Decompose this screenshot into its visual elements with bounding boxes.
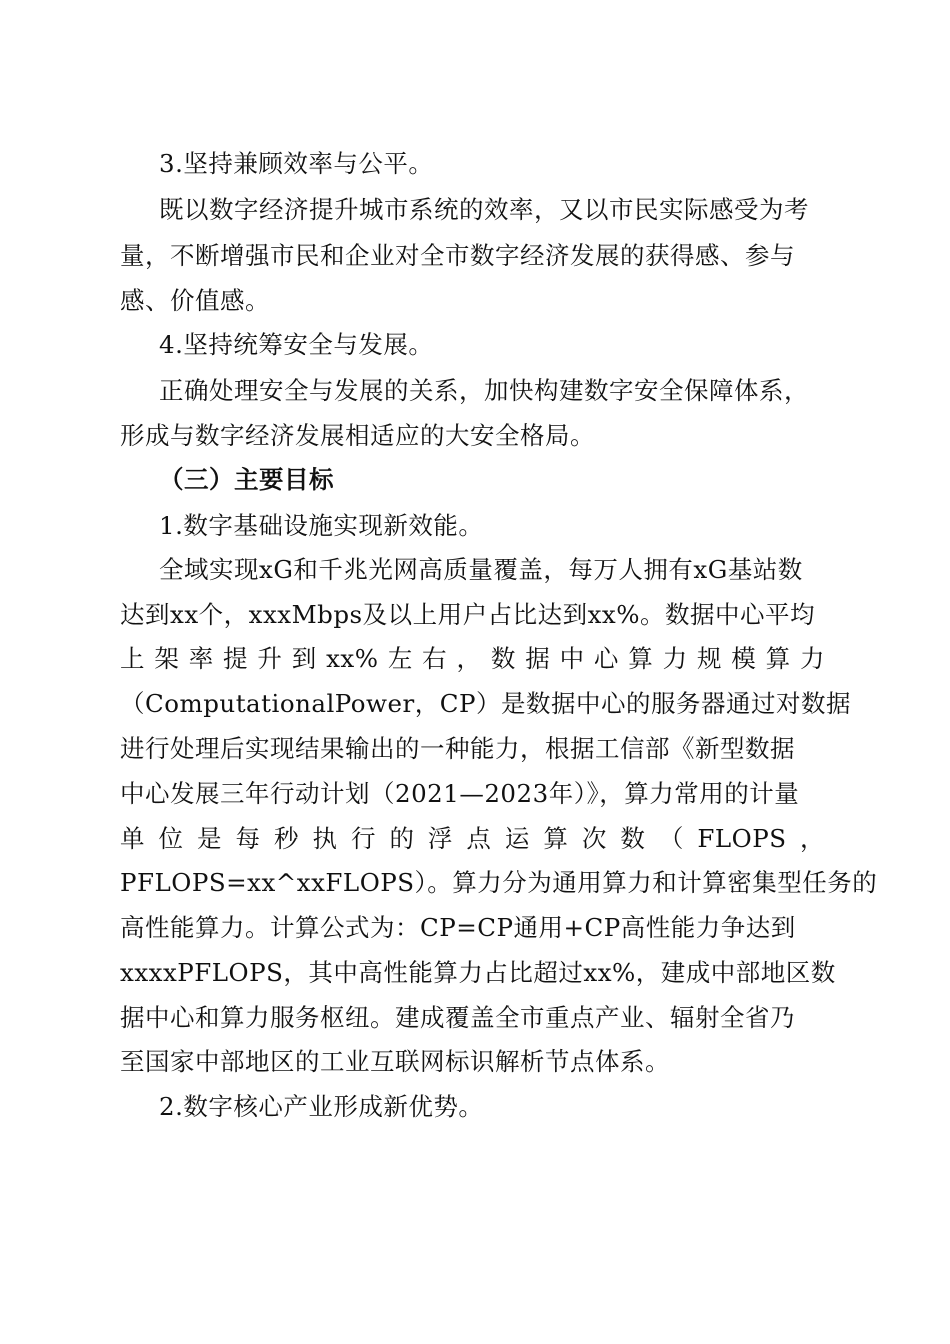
paragraph-line: 至国家中部地区的工业互联网标识解析节点体系。: [120, 1047, 670, 1076]
paragraph-line: 正确处理安全与发展的关系，加快构建数字安全保障体系，: [159, 376, 809, 405]
principle-4-heading: 4.坚持统筹安全与发展。: [159, 330, 434, 359]
paragraph-line: 单位是每秒执行的浮点运算次数（FLOPS，: [120, 824, 825, 853]
paragraph-line: 感、价值感。: [120, 286, 270, 315]
paragraph-line: 形成与数字经济发展相适应的大安全格局。: [120, 421, 595, 450]
section-heading-main-goals: （三）主要目标: [159, 465, 334, 494]
paragraph-line: 达到xx个，xxxMbps及以上用户占比达到xx%。数据中心平均: [120, 600, 816, 629]
paragraph-line: 中心发展三年行动计划（2021—2023年）》，算力常用的计量: [120, 779, 800, 808]
paragraph-line: （ComputationalPower，CP）是数据中心的服务器通过对数据: [120, 689, 851, 718]
paragraph-line: PFLOPS=xx^xxFLOPS）。算力分为通用算力和计算密集型任务的: [120, 868, 878, 897]
principle-3-heading: 3.坚持兼顾效率与公平。: [159, 149, 434, 178]
goal-2-heading: 2.数字核心产业形成新优势。: [159, 1092, 484, 1121]
paragraph-line: 据中心和算力服务枢纽。建成覆盖全市重点产业、辐射全省乃: [120, 1003, 795, 1032]
paragraph-line: 全域实现xG和千兆光网高质量覆盖，每万人拥有xG基站数: [159, 555, 803, 584]
goal-1-heading: 1.数字基础设施实现新效能。: [159, 511, 484, 540]
paragraph-line: 高性能算力。计算公式为：CP=CP通用+CP高性能力争达到: [120, 913, 796, 942]
paragraph-line: xxxxPFLOPS，其中高性能算力占比超过xx%，建成中部地区数: [120, 958, 836, 987]
paragraph-line: 量，不断增强市民和企业对全市数字经济发展的获得感、参与: [120, 241, 795, 270]
paragraph-line: 上架率提升到xx%左右，数据中心算力规模算力: [120, 644, 825, 673]
paragraph-line: 进行处理后实现结果输出的一种能力，根据工信部《新型数据: [120, 734, 795, 763]
paragraph-line: 既以数字经济提升城市系统的效率，又以市民实际感受为考: [159, 195, 809, 224]
